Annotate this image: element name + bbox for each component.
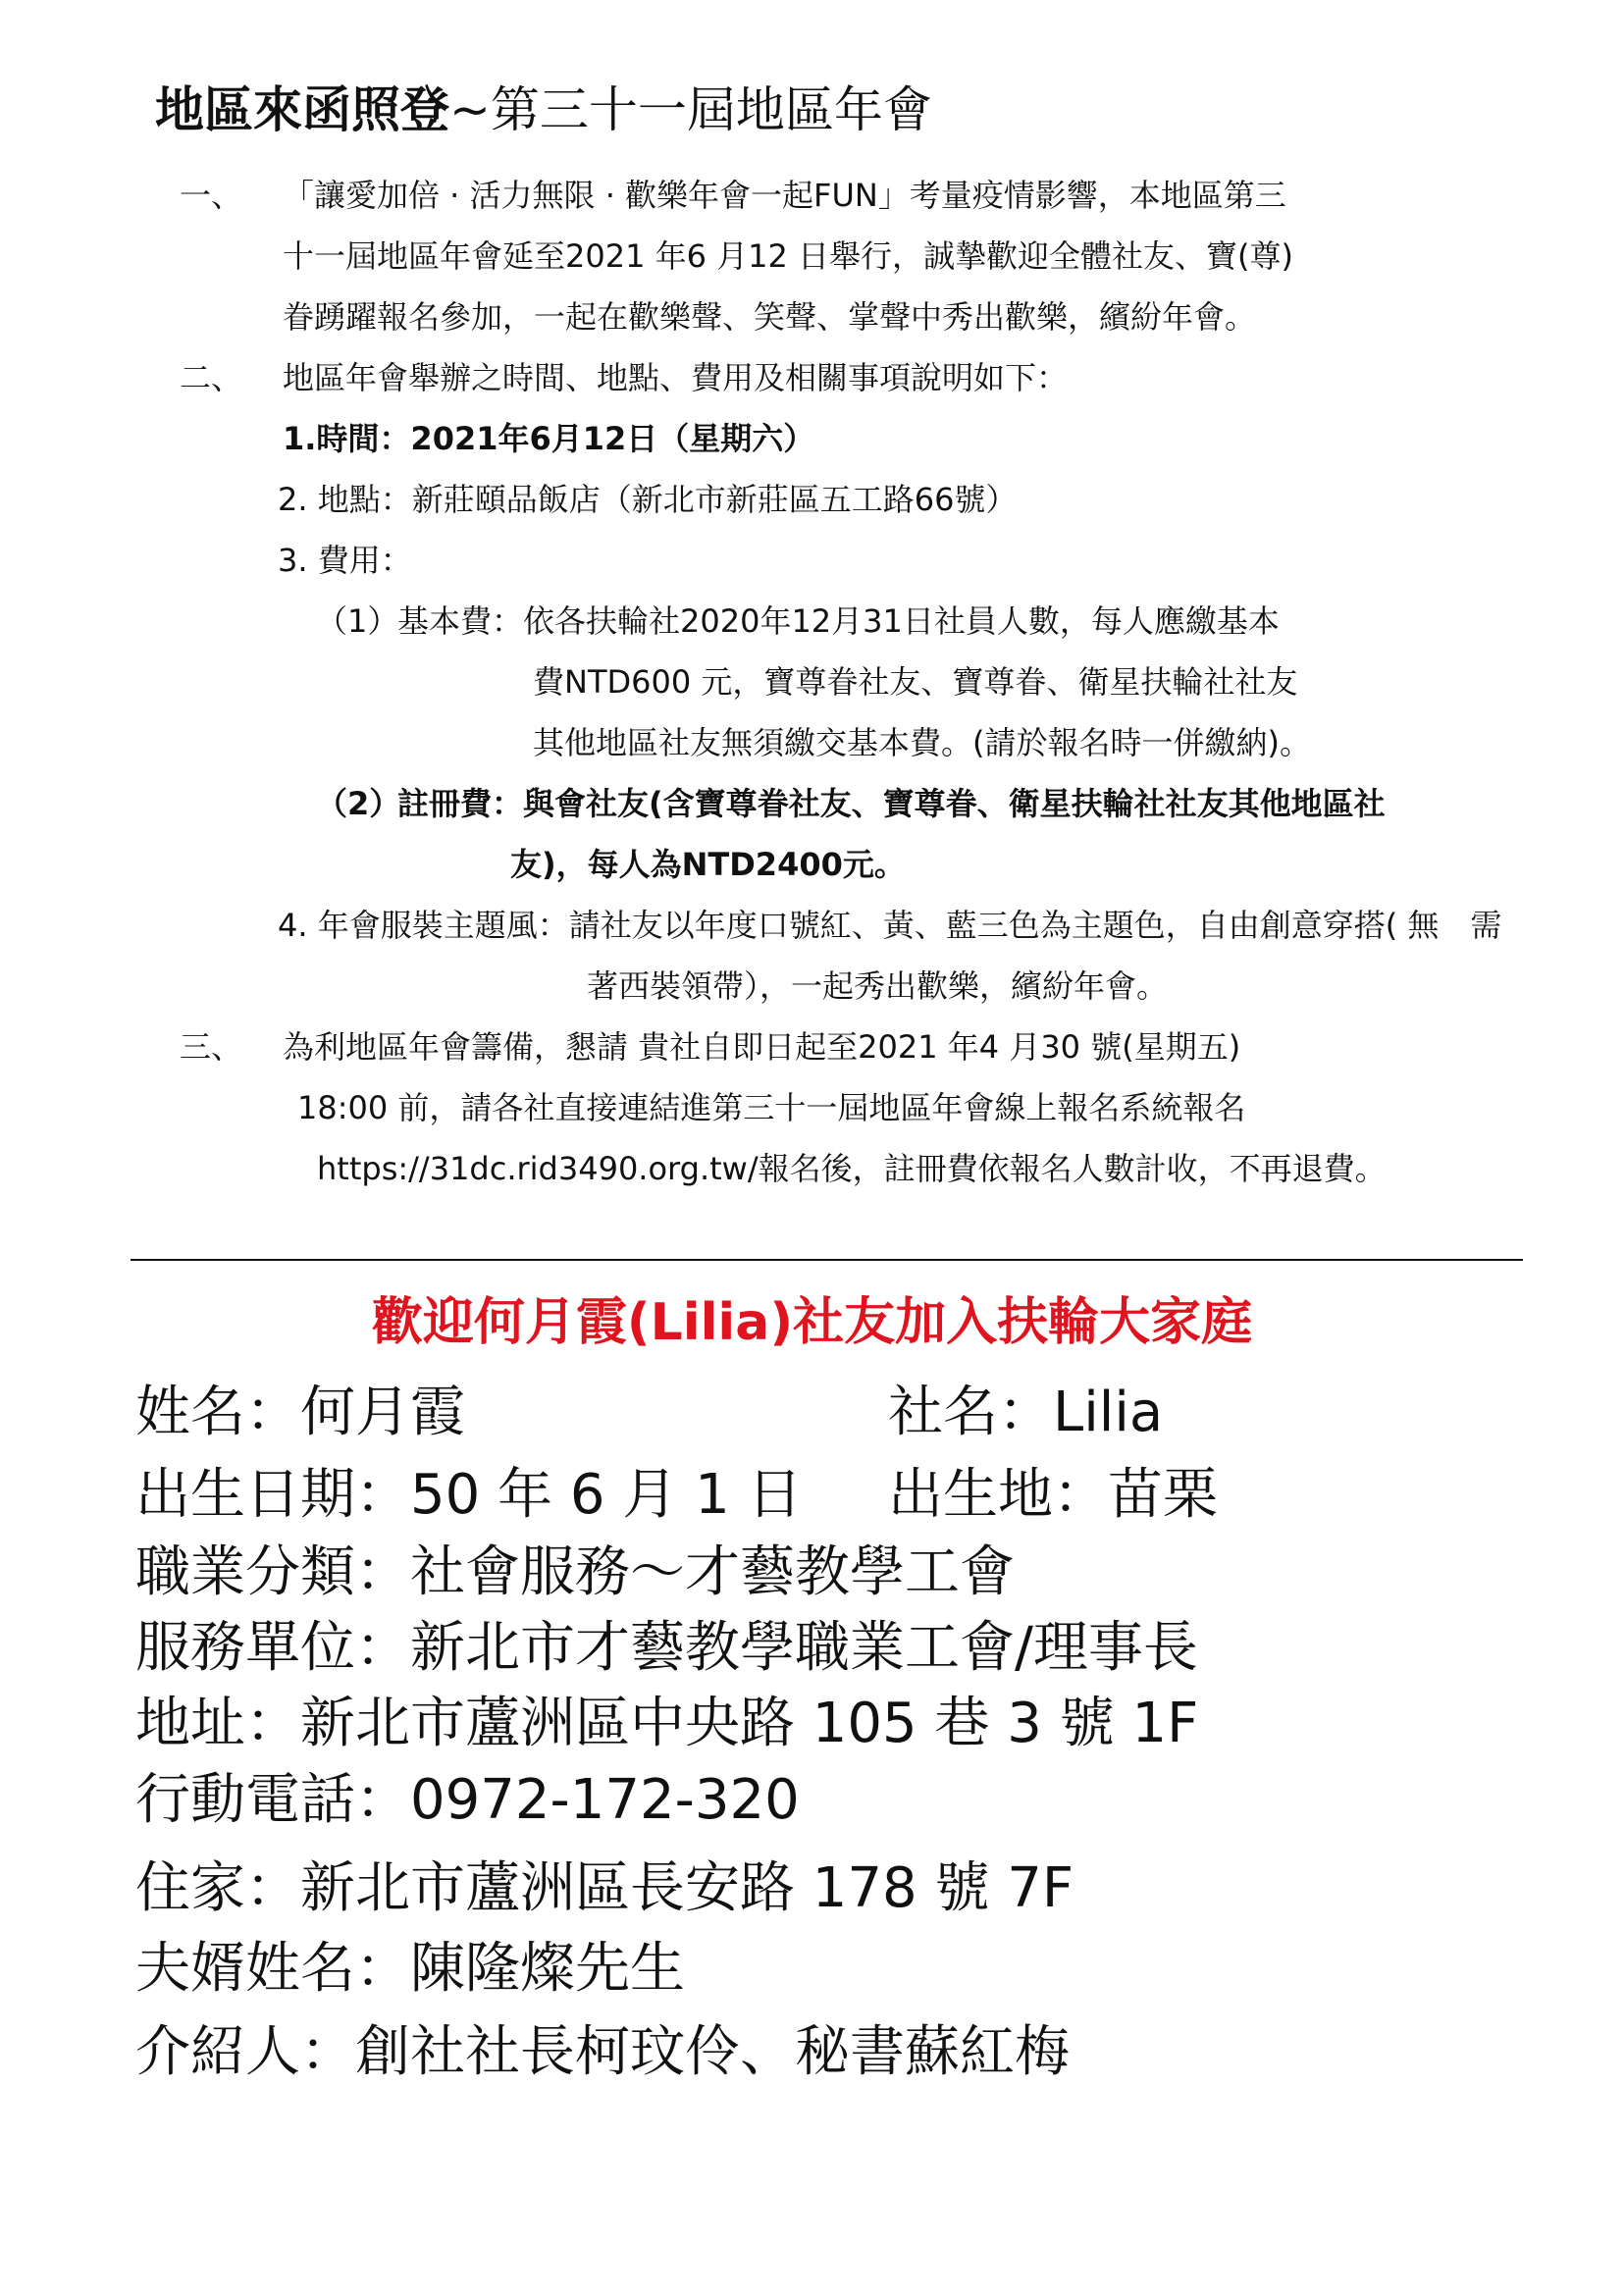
member-name: 姓名：何月霞 xyxy=(135,1381,465,1444)
item3-line1: 為利地區年會籌備，懇請 貴社自即日起至2021 年4 月30 號(星期五) xyxy=(283,1028,1241,1066)
fee2-line1: 註冊費：與會社友(含寶尊眷社友、寶尊眷、衛星扶輪社社友其他地區社 xyxy=(397,785,1386,822)
item1-line1: 「讓愛加倍 · 活力無限 · 歡樂年會一起FUN」考量疫情影響，本地區第三 xyxy=(283,177,1286,214)
item3-line3: https://31dc.rid3490.org.tw/報名後，註冊費依報名人數計收，不再退費。 xyxy=(317,1150,1387,1187)
member-mobile: 行動電話：0972-172-320 xyxy=(135,1768,800,1832)
member-classification: 職業分類：社會服務～才藝教學工會 xyxy=(135,1540,1015,1604)
member-employer: 服務單位：新北市才藝教學職業工會/理事長 xyxy=(135,1616,1198,1680)
item3-number: 三、 xyxy=(180,1028,243,1066)
item1-number: 一、 xyxy=(180,177,243,214)
notice-title-bold: 地區來函照登 xyxy=(155,81,449,138)
member-home: 住家：新北市蘆洲區長安路 178 號 7F xyxy=(135,1856,1074,1920)
dress-line2: 著西裝領帶），一起秀出歡樂，繽紛年會。 xyxy=(587,967,1169,1005)
item2-number: 二、 xyxy=(180,359,243,396)
dress-line1: 4. 年會服裝主題風：請社友以年度口號紅、黃、藍三色為主題色，自由創意穿搭( 無 需 xyxy=(278,907,1502,944)
welcome-title: 歡迎何月霞(Lilia)社友加入扶輪大家庭 xyxy=(371,1293,1253,1352)
item1-line3: 眷踴躍報名參加，一起在歡樂聲、笑聲、掌聲中秀出歡樂，繽紛年會。 xyxy=(283,298,1257,336)
item3-line2: 18:00 前，請各社直接連結進第三十一屆地區年會線上報名系統報名 xyxy=(297,1089,1246,1126)
fee1-line3: 其他地區社友無須繳交基本費。(請於報名時一併繳納)。 xyxy=(533,724,1311,761)
fee1-line1: 基本費：依各扶輪社2020年12月31日社員人數，每人應繳基本 xyxy=(397,602,1280,640)
section-divider xyxy=(131,1259,1523,1261)
fee2-line2: 友)，每人為NTD2400元。 xyxy=(510,846,906,883)
member-club-name: 社名：Lilia xyxy=(888,1381,1164,1444)
place-line: 2. 地點：新莊頤品飯店（新北市新莊區五工路66號） xyxy=(278,481,1018,518)
fee2-number: （2） xyxy=(316,785,401,822)
member-birth-date: 出生日期：50 年 6 月 1 日 xyxy=(135,1463,803,1527)
fee-line: 3. 費用： xyxy=(278,542,412,579)
item1-line2: 十一屆地區年會延至2021 年6 月12 日舉行，誠摯歡迎全體社友、寶(尊) xyxy=(283,237,1294,275)
notice-title xyxy=(155,77,932,143)
item2-line1: 地區年會舉辦之時間、地點、費用及相關事項說明如下： xyxy=(283,359,1069,396)
member-birthplace: 出生地：苗栗 xyxy=(888,1463,1218,1527)
member-spouse: 夫婿姓名：陳隆燦先生 xyxy=(135,1937,685,2001)
member-address: 地址：新北市蘆洲區中央路 105 巷 3 號 1F xyxy=(135,1692,1199,1755)
fee1-number: （1） xyxy=(316,602,399,640)
time-line: 1.時間：2021年6月12日（星期六） xyxy=(283,420,815,457)
member-sponsor: 介紹人：創社社長柯玟伶、秘書蘇紅梅 xyxy=(135,2020,1070,2084)
fee1-line2: 費NTD600 元，寶尊眷社友、寶尊眷、衛星扶輪社社友 xyxy=(533,663,1298,701)
notice-title-rest: ~第三十一屆地區年會 xyxy=(449,81,932,138)
